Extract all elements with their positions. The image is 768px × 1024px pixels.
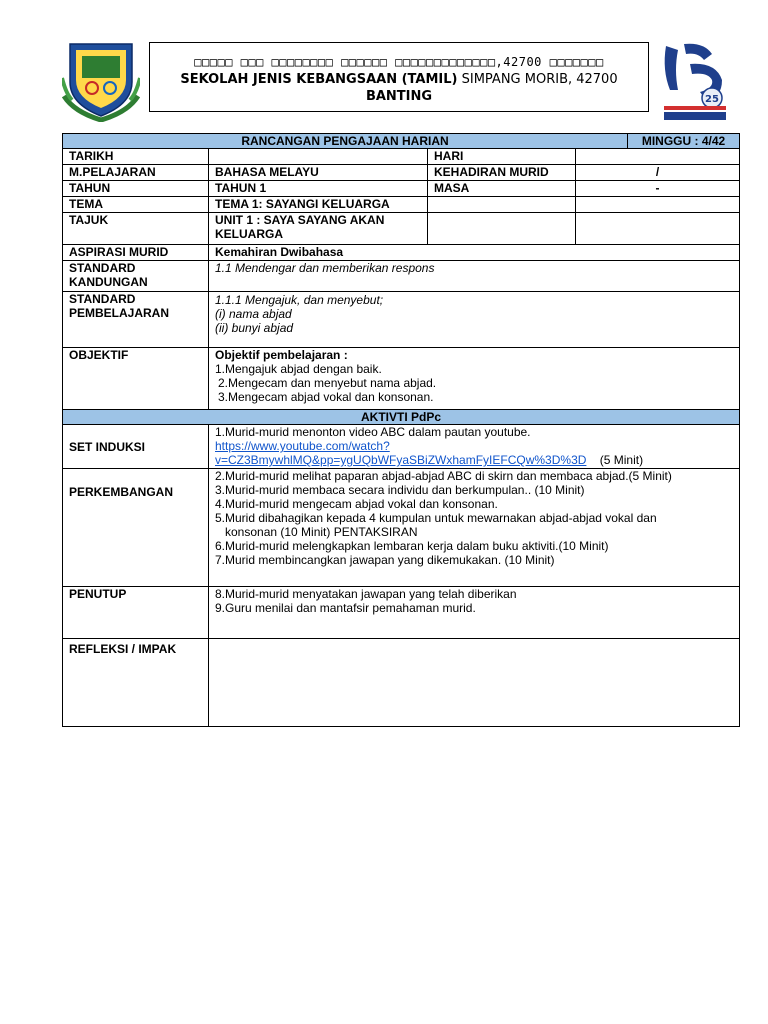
closing-line: 9.Guru menilai dan mantafsir pemahaman murid. bbox=[215, 601, 476, 615]
subject-value: BAHASA MELAYU bbox=[209, 165, 428, 181]
objective-line: 1.Mengajuk abjad dengan baik. bbox=[215, 362, 382, 376]
objective-value bbox=[209, 348, 740, 410]
closing-value bbox=[209, 587, 740, 639]
tarikh-value bbox=[209, 149, 428, 165]
school-name-tamil: □□□□□ □□□ □□□□□□□□ □□□□□□ □□□□□□□□□□□□□,42700 □□□□□□□ bbox=[194, 55, 604, 69]
learning-standard-line: (ii) bunyi abjad bbox=[215, 321, 294, 335]
topic-value: UNIT 1 : SAYA SAYANG AKAN KELUARGA bbox=[209, 213, 428, 245]
table-row bbox=[63, 425, 740, 469]
activity-header-row bbox=[63, 410, 740, 425]
table-row bbox=[63, 587, 740, 639]
time-value: - bbox=[576, 181, 740, 197]
reflection-value[interactable] bbox=[209, 639, 740, 727]
table-row bbox=[63, 149, 740, 165]
topic-label: TAJUK bbox=[63, 213, 209, 245]
induction-label: SET INDUKSI bbox=[63, 425, 209, 469]
table-row bbox=[63, 292, 740, 348]
learning-standard-line: 1.1.1 Mengajuk, dan menyebut; bbox=[215, 293, 384, 307]
induction-time: (5 Minit) bbox=[599, 453, 644, 467]
school-town: BANTING bbox=[365, 89, 433, 104]
table-row bbox=[63, 348, 740, 410]
school-name-bold: SEKOLAH JENIS KEBANGSAAN (TAMIL) bbox=[180, 72, 458, 87]
school-name-malay bbox=[150, 71, 648, 105]
learning-standard-value bbox=[209, 292, 740, 348]
subject-label: M.PELAJARAN bbox=[63, 165, 209, 181]
anniversary-logo bbox=[660, 40, 730, 122]
topic-extra-2 bbox=[576, 213, 740, 245]
objective-line: 3.Mengecam abjad vokal dan konsonan. bbox=[218, 390, 434, 404]
topic-extra bbox=[428, 213, 576, 245]
table-row bbox=[63, 245, 740, 261]
objective-label: OBJEKTIF bbox=[63, 348, 209, 410]
learning-standard-label: STANDARD PEMBELAJARAN bbox=[63, 292, 209, 348]
youtube-link-row bbox=[215, 453, 733, 467]
table-title-row bbox=[63, 134, 740, 149]
table-row bbox=[63, 639, 740, 727]
table-title: RANCANGAN PENGAJAAN HARIAN bbox=[63, 134, 628, 149]
theme-extra bbox=[428, 197, 576, 213]
development-line: 7.Murid membincangkan jawapan yang dikemukakan. (10 Minit) bbox=[215, 553, 555, 567]
table-row bbox=[63, 165, 740, 181]
anniversary-number: 25 bbox=[705, 94, 719, 105]
year-label: TAHUN bbox=[63, 181, 209, 197]
aspiration-label: ASPIRASI MURID bbox=[63, 245, 209, 261]
table-row bbox=[63, 261, 740, 292]
development-line: 5.Murid dibahagikan kepada 4 kumpulan untuk mewarnakan abjad-abjad vokal dan bbox=[215, 511, 657, 525]
reflection-label: REFLEKSI / IMPAK bbox=[63, 639, 209, 727]
development-label: PERKEMBANGAN bbox=[63, 469, 209, 587]
hari-label: HARI bbox=[428, 149, 576, 165]
tarikh-label: TARIKH bbox=[63, 149, 209, 165]
objective-title: Objektif pembelajaran : bbox=[215, 348, 348, 362]
closing-line: 8.Murid-murid menyatakan jawapan yang telah diberikan bbox=[215, 587, 517, 601]
development-line: 6.Murid-murid melengkapkan lembaran kerja dalam buku aktiviti.(10 Minit) bbox=[215, 539, 609, 553]
development-line: 3.Murid-murid membaca secara individu dan berkumpulan.. (10 Minit) bbox=[215, 483, 585, 497]
activity-title: AKTIVTI PdPc bbox=[63, 410, 740, 425]
table-row bbox=[63, 181, 740, 197]
youtube-link-query[interactable]: v=CZ3BmywhlMQ&pp=ygUQbWFyaSBiZWxhamFyIEFCQw%3D%3D bbox=[215, 453, 587, 467]
development-line: 2.Murid-murid melihat paparan abjad-abjad ABC di skirn dan membaca abjad.(5 Minit) bbox=[215, 469, 672, 483]
attendance-label: KEHADIRAN MURID bbox=[428, 165, 576, 181]
school-address: SIMPANG MORIB, 42700 bbox=[457, 72, 618, 87]
development-line: 4.Murid-murid mengecam abjad vokal dan konsonan. bbox=[215, 497, 498, 511]
theme-value: TEMA 1: SAYANGI KELUARGA bbox=[209, 197, 428, 213]
content-standard-label: STANDARD KANDUNGAN bbox=[63, 261, 209, 292]
attendance-value: / bbox=[576, 165, 740, 181]
table-row bbox=[63, 213, 740, 245]
content-standard-value: 1.1 Mendengar dan memberikan respons bbox=[209, 261, 740, 292]
table-row bbox=[63, 197, 740, 213]
table-row bbox=[63, 469, 740, 587]
time-label: MASA bbox=[428, 181, 576, 197]
induction-value bbox=[209, 425, 740, 469]
year-value: TAHUN 1 bbox=[209, 181, 428, 197]
aspiration-value: Kemahiran Dwibahasa bbox=[209, 245, 740, 261]
learning-standard-line: (i) nama abjad bbox=[215, 307, 292, 321]
objective-line: 2.Mengecam dan menyebut nama abjad. bbox=[218, 376, 437, 390]
theme-extra-2 bbox=[576, 197, 740, 213]
theme-label: TEMA bbox=[63, 197, 209, 213]
closing-label: PENUTUP bbox=[63, 587, 209, 639]
school-header bbox=[149, 42, 649, 112]
lesson-plan-table bbox=[62, 133, 740, 727]
development-line: konsonan (10 Minit) PENTAKSIRAN bbox=[225, 525, 418, 539]
school-crest-logo bbox=[62, 38, 140, 122]
week-label: MINGGU : 4/42 bbox=[628, 134, 740, 149]
development-value bbox=[209, 469, 740, 587]
induction-line: 1.Murid-murid menonton video ABC dalam pautan youtube. bbox=[215, 425, 531, 439]
youtube-link[interactable]: https://www.youtube.com/watch? bbox=[215, 439, 390, 453]
hari-value bbox=[576, 149, 740, 165]
